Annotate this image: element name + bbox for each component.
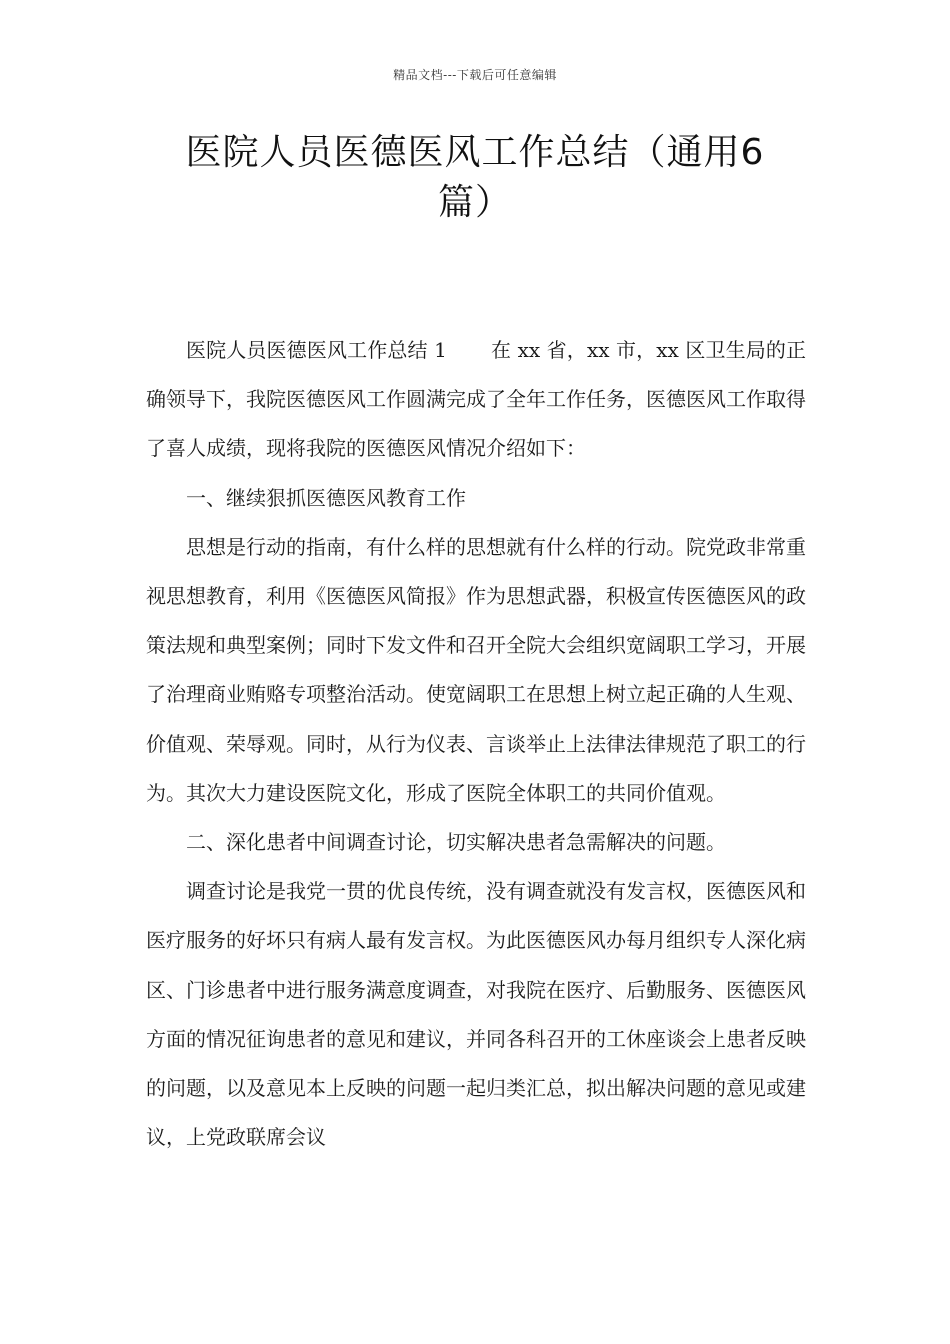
section-heading-1: 医院人员医德医风工作总结 1	[186, 338, 447, 362]
document-title: 医院人员医德医风工作总结（通用6篇）	[185, 132, 765, 223]
header-note: 精品文档---下载后可任意编辑	[393, 68, 557, 82]
paragraph-5: 调查讨论是我党一贯的优良传统，没有调查就没有发言权，医德医风和医疗服务的好坏只有病人最有发言权。为此医德医风办每月组织专人深化病区、门诊患者中进行服务满意度调查，对我院在医疗、后勤服务、医德医风方面的情况征询患者的意见和建议，并同各科召开的工休座谈会上患者反映的问题，以及意见本上反映的问题一起归类汇总，拟出解决问题的意见或建议，上党政联席会议	[146, 879, 806, 1150]
paragraph-2: 一、继续狠抓医德医风教育工作	[186, 485, 466, 510]
document-body	[146, 326, 806, 1162]
paragraph-1-text: 在 xx 省，xx 市，xx 区卫生局的正确领导下，我院医德医风工作圆满完成了全年工作任务，医德医风工作取得了喜人成绩，现将我院的医德医风情况介绍如下：	[146, 338, 806, 461]
paragraph-3: 思想是行动的指南，有什么样的思想就有什么样的行动。院党政非常重视思想教育，利用《医德医风简报》作为思想武器，积极宣传医德医风的政策法规和典型案例；同时下发文件和召开全院大会组织宽阔职工学习，开展了治理商业贿赂专项整治活动。使宽阔职工在思想上树立起正确的人生观、价值观、荣辱观。同时，从行为仪表、言谈举止上法律法律规范了职工的行为。其次大力建设医院文化，形成了医院全体职工的共同价值观。	[146, 534, 806, 805]
paragraph-4: 二、深化患者中间调查讨论，切实解决患者急需解决的问题。	[186, 830, 726, 855]
paragraph-1	[146, 326, 806, 474]
